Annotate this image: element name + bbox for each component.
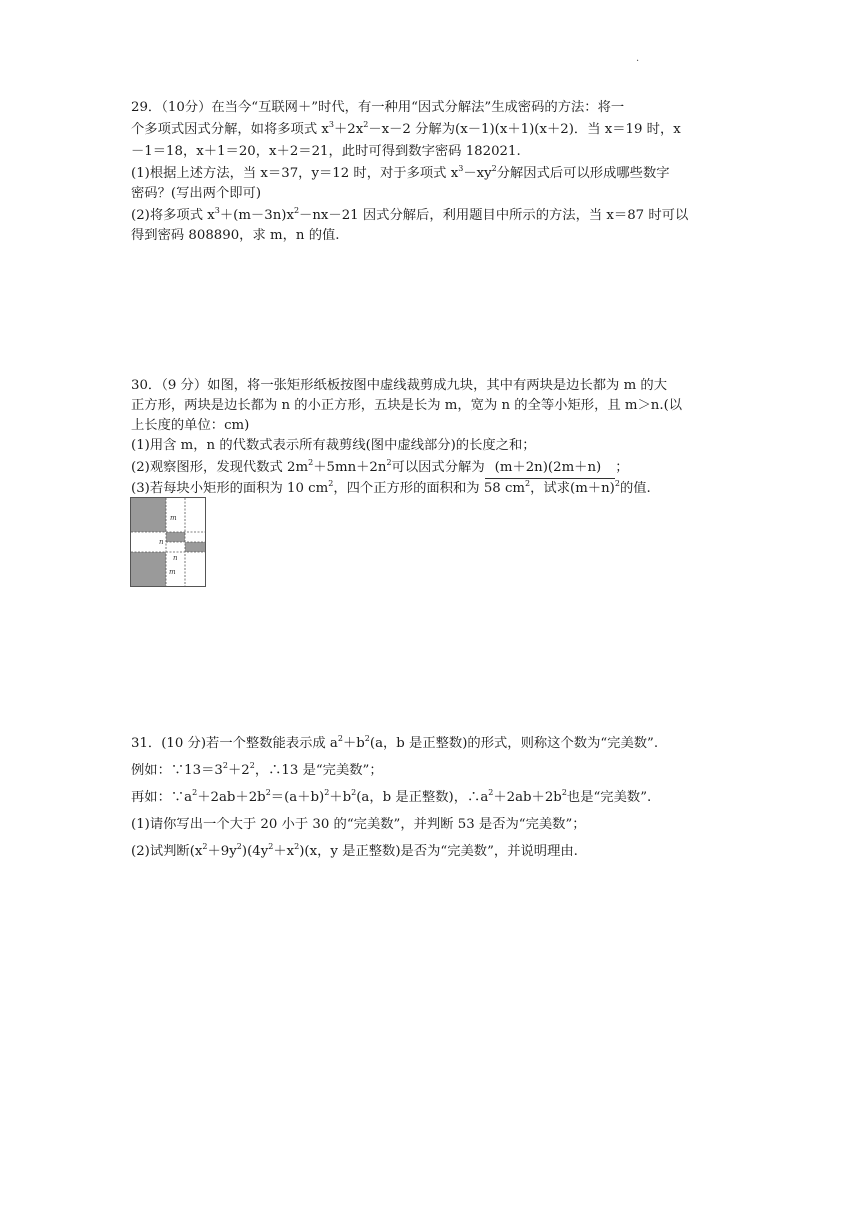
q29-line-4: (1)根据上述方法，当 x＝37，y＝12 时，对于多项式 $x^3-xy^2$分解因式后可以形成哪些数字 — [131, 164, 670, 181]
q30-line-3: 上长度的单位：cm) — [131, 418, 250, 433]
label-m-top: m — [170, 514, 177, 522]
small-square-upper — [166, 532, 185, 542]
label-n-left: n — [159, 538, 164, 546]
q30-line-4: (1)用含 m，n 的代数式表示所有裁剪线(图中虚线部分)的长度之和； — [131, 438, 536, 453]
q29-line-6: (2)将多项式 $x^3+(m-3n)x^2-nx-21$ 因式分解后，利用题目中所示的方法，当 x＝87 时可以 — [131, 206, 689, 223]
q30-line-1: 30．（9 分）如图，将一张矩形纸板按图中虚线裁剪成九块，其中有两块是边长都为 m 的大 — [131, 378, 668, 393]
q30-line-5: (2)观察图形，发现代数式 $2m^2+5mn+2n^2$可以因式分解为 (m＋2n)(2m＋n) ； — [131, 458, 629, 479]
header-mark: · — [636, 56, 640, 67]
q31-line-3: 再如：$\because a^2+2ab+2b^2=(a+b)^2+b^2(a$，b 是正整数)，$\therefore a^2+2ab+2b^2$也是“完美数”. — [131, 788, 652, 805]
label-m-bottom: m — [169, 568, 176, 576]
q29-line-1: 29．（10分）在当今“互联网＋”时代，有一种用“因式分解法”生成密码的方法：将一 — [131, 100, 625, 115]
cutting-diagram — [130, 497, 206, 587]
big-square-bottom-left — [131, 552, 166, 586]
q31-line-1: 31．(10 分)若一个整数能表示成 $a^2+b^2(a$，b 是正整数)的形式，则称这个数为“完美数”. — [131, 734, 659, 751]
q30-line-2: 正方形，两块是边长都为 n 的小正方形，五块是长为 m，宽为 n 的全等小矩形，且 m＞n.(以 — [131, 398, 683, 413]
big-square-top-left — [131, 498, 166, 532]
q31-line-4: (1)请你写出一个大于 20 小于 30 的“完美数”，并判断 53 是否为“完美数”； — [131, 817, 586, 832]
answer-blank: (m＋2n)(2m＋n) — [485, 458, 616, 479]
q31-line-2: 例如：$\because 13=3^2+2^2$，∴13 是“完美数”； — [131, 761, 383, 778]
small-square-lower — [185, 542, 205, 552]
label-n-center: n — [173, 554, 178, 562]
q30-line-6: (3)若每块小矩形的面积为 10 $cm^2$，四个正方形的面积和为 58 $cm^2$，试求$(m+n)^2$的值. — [131, 479, 651, 496]
q29-line-3: －1＝18，x＋1＝20，x＋2＝21，此时可得到数字密码 182021. — [131, 144, 521, 159]
q29-line-2: 个多项式因式分解，如将多项式 $x^3+2x^2-x-2$ 分解为(x－1)(x＋1)(x＋2)．当 x＝19 时，x — [131, 120, 681, 137]
q29-line-7: 得到密码 808890，求 m，n 的值. — [131, 228, 340, 243]
q31-line-5: (2)试判断$(x^2+9y^2)(4y^2+x^2)(x$，y 是正整数)是否为“完美数”，并说明理由. — [131, 842, 578, 859]
q29-line-5: 密码？(写出两个即可) — [131, 186, 262, 201]
